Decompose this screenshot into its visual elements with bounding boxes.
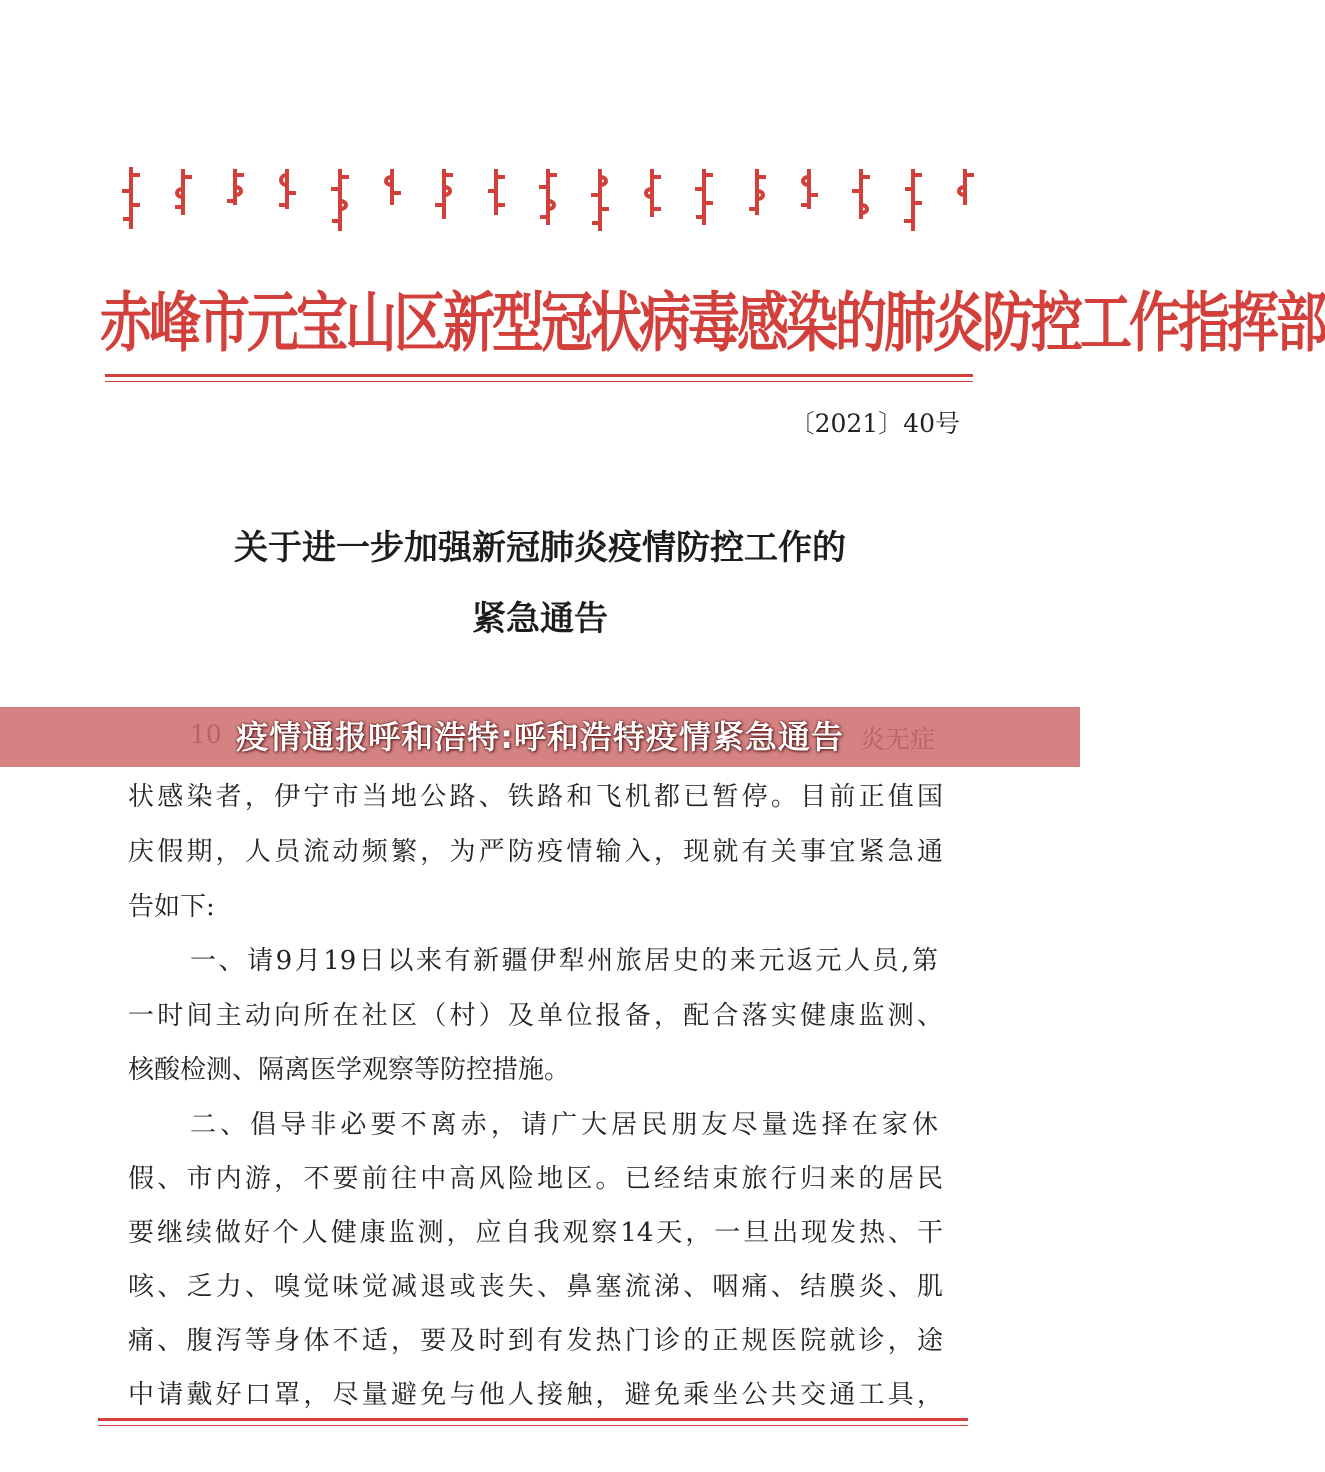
- mongolian-glyph-icon: [796, 165, 822, 235]
- body-line: 假、市内游，不要前往中高风险地区。已经结束旅行归来的居民: [128, 1164, 943, 1194]
- body-line: 一、请9月19日以来有新疆伊犁州旅居史的来元返元人员,第: [190, 946, 938, 976]
- footer-red-rule: [98, 1418, 968, 1421]
- document-title: [150, 520, 930, 640]
- body-line: 中请戴好口罩，尽量避免与他人接触，避免乘坐公共交通工具，: [128, 1380, 943, 1410]
- body-line: 核酸检测、隔离医学观察等防控措施。: [128, 1055, 571, 1085]
- mongolian-glyph-icon: [691, 165, 717, 235]
- body-line: 二、倡导非必要不离赤，请广大居民朋友尽量选择在家休: [190, 1110, 938, 1140]
- body-line: 状感染者，伊宁市当地公路、铁路和飞机都已暂停。目前正值国: [128, 782, 943, 812]
- document-number: 〔2021〕40号: [789, 409, 960, 438]
- mongolian-glyph-icon: [483, 165, 509, 235]
- caption-banner-text: 疫情通报呼和浩特:呼和浩特疫情紧急通告: [236, 718, 844, 756]
- mongolian-glyph-icon: [952, 165, 978, 235]
- document-title-line-2: 紧急通告: [472, 599, 608, 639]
- issuing-organization-name: 赤峰市元宝山区新型冠状病毒感染的肺炎防控工作指挥部: [100, 285, 1325, 362]
- mongolian-glyph-icon: [222, 165, 248, 235]
- header-red-rule: [105, 374, 973, 377]
- body-line: 咳、乏力、嗅觉味觉减退或丧失、鼻塞流涕、咽痛、结膜炎、肌: [128, 1272, 943, 1302]
- mongolian-glyph-icon: [639, 165, 665, 235]
- mongolian-glyph-icon: [900, 165, 926, 235]
- mongolian-script-header: [118, 165, 978, 245]
- mongolian-glyph-icon: [587, 165, 613, 235]
- body-line: 告如下:: [128, 892, 215, 922]
- mongolian-glyph-icon: [848, 165, 874, 235]
- footer-red-rule-thin: [98, 1425, 968, 1426]
- mongolian-glyph-icon: [379, 165, 405, 235]
- mongolian-glyph-icon: [170, 165, 196, 235]
- body-line: 一时间主动向所在社区（村）及单位报备，配合落实健康监测、: [128, 1001, 943, 1031]
- document-title-line-1: 关于进一步加强新冠肺炎疫情防控工作的: [234, 528, 846, 568]
- header-red-rule-thin: [105, 381, 973, 382]
- mongolian-glyph-icon: [535, 165, 561, 235]
- body-line: 庆假期，人员流动频繁，为严防疫情输入，现就有关事宜紧急通: [128, 837, 943, 867]
- mongolian-glyph-icon: [274, 165, 300, 235]
- mongolian-glyph-icon: [431, 165, 457, 235]
- body-line: 痛、腹泻等身体不适，要及时到有发热门诊的正规医院就诊，途: [128, 1326, 943, 1356]
- body-line: 要继续做好个人健康监测，应自我观察14天，一旦出现发热、干: [128, 1218, 943, 1248]
- mongolian-glyph-icon: [744, 165, 770, 235]
- mongolian-script-org-name-icon: [118, 165, 144, 235]
- mongolian-glyph-icon: [327, 165, 353, 235]
